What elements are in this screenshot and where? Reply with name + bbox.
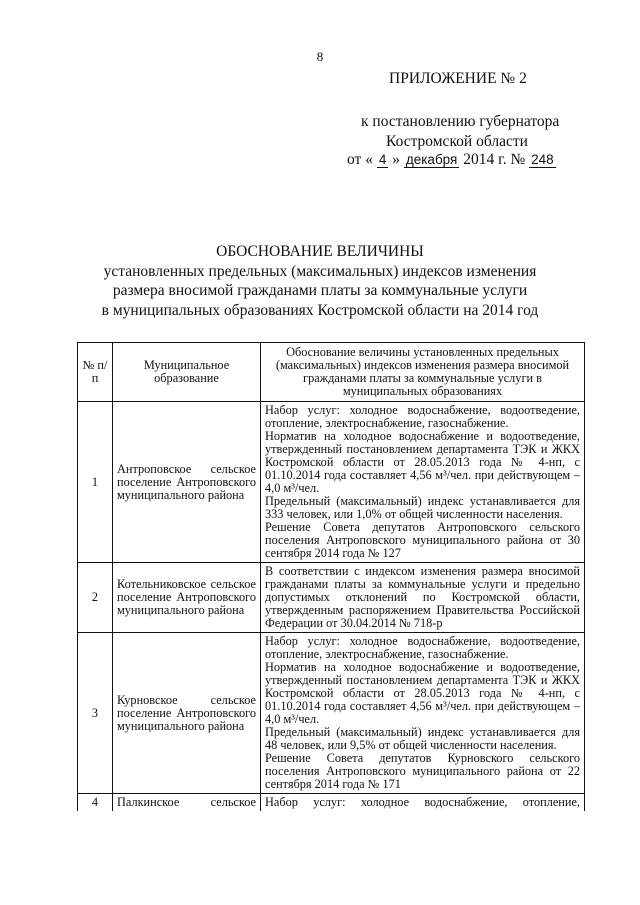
table-row (78, 402, 585, 563)
appendix-reference: к постановлению губернатора (361, 113, 560, 130)
document-heading-title: ОБОСНОВАНИЕ ВЕЛИЧИНЫ (216, 243, 424, 260)
header-municipality: Муниципальное образование (113, 343, 261, 402)
row-justification (261, 402, 585, 563)
row-municipality: Курновское сельское поселение Антроповского муниципального района (113, 633, 261, 794)
row-number: 1 (78, 402, 113, 563)
row-decision: Решение Совета депутатов Антроповского сельского поселения Антроповского муниципального района от 30 сентября 2014 года № 127 (265, 520, 580, 560)
justification-table (77, 342, 585, 811)
row-municipality: Котельниковское сельское поселение Антроповского муниципального района (113, 563, 261, 633)
table-row (78, 794, 585, 812)
row-justification (261, 633, 585, 794)
header-number: № п/п (78, 343, 113, 402)
row-norm: Норматив на холодное водоснабжение и водоотведение, утвержденный постановлением департамента ТЭК и ЖКХ Костромской области от 28.05.2013 года № 4-нп, с 01.10.2014 года составляет 4,56 м³/чел. при действующем – 4,0 м³/чел. (265, 429, 580, 495)
document-heading-line: установленных предельных (максимальных) индексов изменения (103, 263, 537, 280)
table-header-row (78, 343, 585, 402)
row-index: Предельный (максимальный) индекс устанавливается для 333 человек, или 1,0% от общей численности населения. (265, 494, 580, 521)
date-month: декабря (405, 152, 458, 167)
document-number: 248 (531, 152, 554, 167)
appendix-region: Костромской области (386, 133, 528, 150)
table-row (78, 563, 585, 633)
page-number: 8 (316, 49, 324, 64)
row-number: 3 (78, 633, 113, 794)
row-services: Набор услуг: холодное водоснабжение, водоотведение, отопление, электроснабжение, газоснабжение. (265, 634, 580, 661)
row-municipality: Антроповское сельское поселение Антроповского муниципального района (113, 402, 261, 563)
appendix-title: ПРИЛОЖЕНИЕ № 2 (389, 70, 527, 87)
table-row (78, 633, 585, 794)
document-heading-line: в муниципальных образованиях Костромской области на 2014 год (101, 302, 539, 319)
date-day: 4 (378, 152, 387, 167)
row-norm: Норматив на холодное водоснабжение и водоотведение, утвержденный постановлением департамента ТЭК и ЖКХ Костромской области от 28.05.2013 года № 4-нп, с 01.10.2014 года составляет 4,56 м³/чел. при действующем – 4,0 м³/чел. (265, 660, 580, 726)
row-number: 4 (78, 794, 113, 812)
row-services: Набор услуг: холодное водоснабжение, водоотведение, отопление, электроснабжение, газоснабжение. (265, 403, 580, 430)
document-heading-line: размера вносимой гражданами платы за коммунальные услуги (112, 282, 528, 299)
appendix-date (347, 151, 556, 169)
row-municipality: Палкинское сельское (113, 794, 261, 812)
row-justification: Набор услуг: холодное водоснабжение, отопление, (261, 794, 585, 812)
header-justification: Обоснование величины установленных предельных (максимальных) индексов изменения размера вносимой гражданами платы за коммунальные услуги в муниципальных образованиях (261, 343, 585, 402)
row-justification: В соответствии с индексом изменения размера вносимой гражданами платы за коммунальные услуги и предельно допустимых отклонений по Костромской области, утвержденным распоряжением Правительства Российской Федерации от 30.04.2014 № 718-р (261, 563, 585, 633)
date-year: 2014 г. № (463, 151, 526, 168)
row-index: Предельный (максимальный) индекс устанавливается для 48 человек, или 9,5% от общей численности населения. (265, 725, 580, 752)
date-mid: » (392, 151, 400, 168)
row-number: 2 (78, 563, 113, 633)
date-prefix: от « (347, 151, 373, 168)
row-decision: Решение Совета депутатов Курновского сельского поселения Антроповского муниципального района от 22 сентября 2014 года № 171 (265, 751, 580, 791)
